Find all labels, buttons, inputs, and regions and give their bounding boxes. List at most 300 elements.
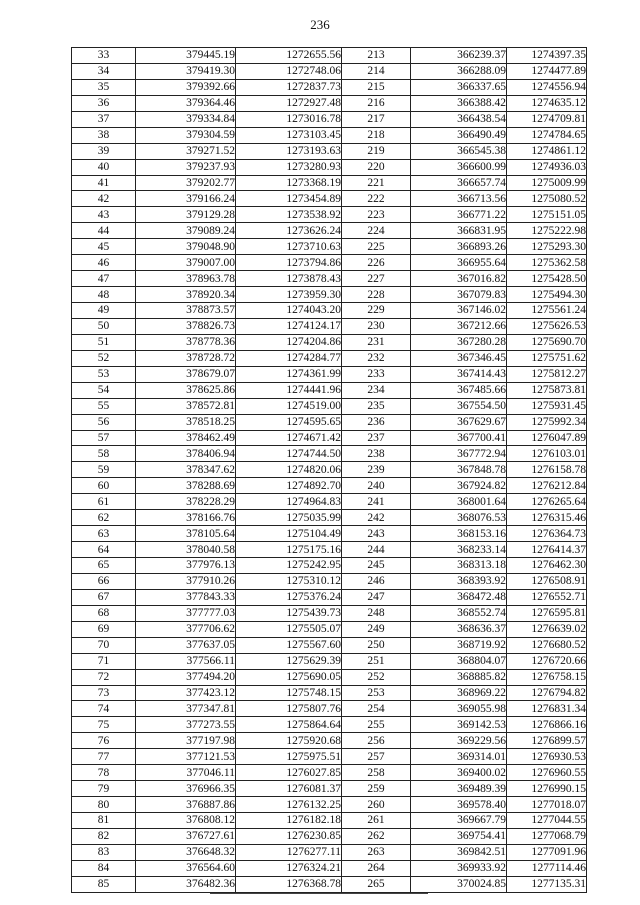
left-point-number-cell: 47 (72, 271, 136, 287)
table-row (72, 255, 587, 271)
table-row (72, 733, 587, 749)
left-x-coordinate-cell: 376482.36 (136, 876, 236, 892)
right-y-coordinate-cell: 1276103.01 (507, 446, 587, 462)
right-x-coordinate-cell: 367280.28 (411, 334, 507, 350)
right-y-coordinate-cell: 1274556.94 (507, 79, 587, 95)
left-x-coordinate-cell: 379419.30 (136, 63, 236, 79)
right-x-coordinate-cell: 368233.14 (411, 542, 507, 558)
left-x-coordinate-cell: 379445.19 (136, 48, 236, 64)
right-x-coordinate-cell: 368393.92 (411, 573, 507, 589)
table-row (72, 478, 587, 494)
right-y-coordinate-cell: 1274397.35 (507, 48, 587, 64)
table-row (72, 271, 587, 287)
left-x-coordinate-cell: 377494.20 (136, 669, 236, 685)
right-y-coordinate-cell: 1277044.55 (507, 813, 587, 829)
right-point-number-cell: 214 (342, 63, 411, 79)
right-x-coordinate-cell: 369142.53 (411, 717, 507, 733)
right-x-coordinate-cell: 368076.53 (411, 510, 507, 526)
left-x-coordinate-cell: 378826.73 (136, 318, 236, 334)
left-y-coordinate-cell: 1275629.39 (236, 653, 342, 669)
right-y-coordinate-cell: 1277135.31 (507, 876, 587, 892)
right-x-coordinate-cell: 368636.37 (411, 621, 507, 637)
left-point-number-cell: 57 (72, 430, 136, 446)
left-x-coordinate-cell: 377706.62 (136, 621, 236, 637)
left-point-number-cell: 80 (72, 797, 136, 813)
left-x-coordinate-cell: 376648.32 (136, 844, 236, 860)
left-x-coordinate-cell: 377423.12 (136, 685, 236, 701)
left-point-number-cell: 55 (72, 398, 136, 414)
right-y-coordinate-cell: 1275151.05 (507, 207, 587, 223)
table-row (72, 111, 587, 127)
right-point-number-cell: 217 (342, 111, 411, 127)
right-point-number-cell: 226 (342, 255, 411, 271)
right-x-coordinate-cell: 367016.82 (411, 271, 507, 287)
right-point-number-cell: 248 (342, 605, 411, 621)
right-point-number-cell: 262 (342, 828, 411, 844)
right-point-number-cell: 224 (342, 223, 411, 239)
right-point-number-cell: 257 (342, 749, 411, 765)
right-y-coordinate-cell: 1275690.70 (507, 334, 587, 350)
right-x-coordinate-cell: 368313.18 (411, 558, 507, 574)
right-x-coordinate-cell: 368153.16 (411, 526, 507, 542)
left-point-number-cell: 45 (72, 239, 136, 255)
left-point-number-cell: 56 (72, 414, 136, 430)
left-x-coordinate-cell: 379048.90 (136, 239, 236, 255)
left-x-coordinate-cell: 377347.81 (136, 701, 236, 717)
left-x-coordinate-cell: 379007.00 (136, 255, 236, 271)
table-row (72, 239, 587, 255)
table-row (72, 828, 587, 844)
left-x-coordinate-cell: 379166.24 (136, 191, 236, 207)
right-x-coordinate-cell: 366600.99 (411, 159, 507, 175)
right-y-coordinate-cell: 1277091.96 (507, 844, 587, 860)
right-point-number-cell: 265 (342, 876, 411, 892)
left-point-number-cell: 60 (72, 478, 136, 494)
table-row (72, 781, 587, 797)
left-x-coordinate-cell: 379237.93 (136, 159, 236, 175)
table-row (72, 48, 587, 64)
right-x-coordinate-cell: 366490.49 (411, 127, 507, 143)
right-point-number-cell: 230 (342, 318, 411, 334)
table-row (72, 414, 587, 430)
left-point-number-cell: 75 (72, 717, 136, 733)
left-point-number-cell: 54 (72, 382, 136, 398)
table-row (72, 350, 587, 366)
table-row (72, 669, 587, 685)
left-point-number-cell: 70 (72, 637, 136, 653)
right-x-coordinate-cell: 367485.66 (411, 382, 507, 398)
left-x-coordinate-cell: 376887.86 (136, 797, 236, 813)
right-x-coordinate-cell: 368719.92 (411, 637, 507, 653)
right-y-coordinate-cell: 1274784.65 (507, 127, 587, 143)
right-x-coordinate-cell: 366438.54 (411, 111, 507, 127)
left-x-coordinate-cell: 378518.25 (136, 414, 236, 430)
right-point-number-cell: 255 (342, 717, 411, 733)
left-x-coordinate-cell: 378920.34 (136, 287, 236, 303)
right-point-number-cell: 220 (342, 159, 411, 175)
left-x-coordinate-cell: 377046.11 (136, 765, 236, 781)
right-x-coordinate-cell: 368969.22 (411, 685, 507, 701)
left-x-coordinate-cell: 377910.26 (136, 573, 236, 589)
left-point-number-cell: 72 (72, 669, 136, 685)
right-point-number-cell: 258 (342, 765, 411, 781)
left-x-coordinate-cell: 379304.59 (136, 127, 236, 143)
table-row (72, 334, 587, 350)
right-x-coordinate-cell: 366831.95 (411, 223, 507, 239)
right-y-coordinate-cell: 1276414.37 (507, 542, 587, 558)
right-x-coordinate-cell: 369933.92 (411, 860, 507, 876)
left-x-coordinate-cell: 378040.58 (136, 542, 236, 558)
left-y-coordinate-cell: 1276027.85 (236, 765, 342, 781)
left-point-number-cell: 66 (72, 573, 136, 589)
left-point-number-cell: 39 (72, 143, 136, 159)
left-y-coordinate-cell: 1274519.00 (236, 398, 342, 414)
left-point-number-cell: 38 (72, 127, 136, 143)
right-x-coordinate-cell: 367554.50 (411, 398, 507, 414)
right-point-number-cell: 249 (342, 621, 411, 637)
right-y-coordinate-cell: 1275751.62 (507, 350, 587, 366)
left-y-coordinate-cell: 1273878.43 (236, 271, 342, 287)
left-x-coordinate-cell: 377273.55 (136, 717, 236, 733)
table-row (72, 175, 587, 191)
table-row (72, 860, 587, 876)
table-row (72, 159, 587, 175)
right-point-number-cell: 218 (342, 127, 411, 143)
left-y-coordinate-cell: 1274964.83 (236, 494, 342, 510)
left-point-number-cell: 37 (72, 111, 136, 127)
left-y-coordinate-cell: 1275748.15 (236, 685, 342, 701)
right-x-coordinate-cell: 369667.79 (411, 813, 507, 829)
right-y-coordinate-cell: 1274861.12 (507, 143, 587, 159)
table-row (72, 653, 587, 669)
left-point-number-cell: 68 (72, 605, 136, 621)
left-x-coordinate-cell: 378625.86 (136, 382, 236, 398)
table-row (72, 191, 587, 207)
table-row (72, 318, 587, 334)
left-point-number-cell: 84 (72, 860, 136, 876)
left-point-number-cell: 64 (72, 542, 136, 558)
left-y-coordinate-cell: 1274204.86 (236, 334, 342, 350)
right-y-coordinate-cell: 1276720.66 (507, 653, 587, 669)
right-y-coordinate-cell: 1275293.30 (507, 239, 587, 255)
right-point-number-cell: 223 (342, 207, 411, 223)
left-y-coordinate-cell: 1273626.24 (236, 223, 342, 239)
right-point-number-cell: 229 (342, 303, 411, 319)
right-y-coordinate-cell: 1277068.79 (507, 828, 587, 844)
table-row (72, 637, 587, 653)
left-x-coordinate-cell: 377121.53 (136, 749, 236, 765)
left-x-coordinate-cell: 377566.11 (136, 653, 236, 669)
table-row (72, 223, 587, 239)
right-point-number-cell: 241 (342, 494, 411, 510)
left-point-number-cell: 83 (72, 844, 136, 860)
left-point-number-cell: 35 (72, 79, 136, 95)
left-y-coordinate-cell: 1275175.16 (236, 542, 342, 558)
left-y-coordinate-cell: 1276277.11 (236, 844, 342, 860)
left-point-number-cell: 74 (72, 701, 136, 717)
table-row (72, 844, 587, 860)
right-x-coordinate-cell: 367772.94 (411, 446, 507, 462)
table-row (72, 573, 587, 589)
right-y-coordinate-cell: 1277114.46 (507, 860, 587, 876)
right-point-number-cell: 237 (342, 430, 411, 446)
right-point-number-cell: 261 (342, 813, 411, 829)
table-row (72, 510, 587, 526)
table-row (72, 749, 587, 765)
right-y-coordinate-cell: 1274477.89 (507, 63, 587, 79)
right-x-coordinate-cell: 368001.64 (411, 494, 507, 510)
left-y-coordinate-cell: 1273016.78 (236, 111, 342, 127)
right-y-coordinate-cell: 1276930.53 (507, 749, 587, 765)
table-row (72, 685, 587, 701)
left-x-coordinate-cell: 379392.66 (136, 79, 236, 95)
left-point-number-cell: 43 (72, 207, 136, 223)
left-y-coordinate-cell: 1275104.49 (236, 526, 342, 542)
left-x-coordinate-cell: 378572.81 (136, 398, 236, 414)
left-y-coordinate-cell: 1274284.77 (236, 350, 342, 366)
left-y-coordinate-cell: 1273538.92 (236, 207, 342, 223)
left-y-coordinate-cell: 1275505.07 (236, 621, 342, 637)
left-y-coordinate-cell: 1274441.96 (236, 382, 342, 398)
right-point-number-cell: 251 (342, 653, 411, 669)
right-x-coordinate-cell: 366657.74 (411, 175, 507, 191)
right-x-coordinate-cell: 369578.40 (411, 797, 507, 813)
right-x-coordinate-cell: 367848.78 (411, 462, 507, 478)
right-point-number-cell: 256 (342, 733, 411, 749)
right-x-coordinate-cell: 366288.09 (411, 63, 507, 79)
table-row (72, 430, 587, 446)
right-x-coordinate-cell: 367146.02 (411, 303, 507, 319)
right-y-coordinate-cell: 1275222.98 (507, 223, 587, 239)
table-row (72, 398, 587, 414)
right-y-coordinate-cell: 1274936.03 (507, 159, 587, 175)
right-y-coordinate-cell: 1276047.89 (507, 430, 587, 446)
table-row (72, 526, 587, 542)
right-point-number-cell: 247 (342, 589, 411, 605)
left-x-coordinate-cell: 377637.05 (136, 637, 236, 653)
table-row (72, 717, 587, 733)
right-point-number-cell: 253 (342, 685, 411, 701)
right-point-number-cell: 228 (342, 287, 411, 303)
right-y-coordinate-cell: 1275009.99 (507, 175, 587, 191)
left-point-number-cell: 76 (72, 733, 136, 749)
right-point-number-cell: 219 (342, 143, 411, 159)
table-row (72, 589, 587, 605)
left-y-coordinate-cell: 1273454.89 (236, 191, 342, 207)
left-x-coordinate-cell: 378406.94 (136, 446, 236, 462)
left-x-coordinate-cell: 378679.07 (136, 366, 236, 382)
right-x-coordinate-cell: 369489.39 (411, 781, 507, 797)
right-point-number-cell: 264 (342, 860, 411, 876)
left-y-coordinate-cell: 1276230.85 (236, 828, 342, 844)
left-x-coordinate-cell: 379089.24 (136, 223, 236, 239)
table-row (72, 382, 587, 398)
right-y-coordinate-cell: 1276990.15 (507, 781, 587, 797)
right-y-coordinate-cell: 1276315.46 (507, 510, 587, 526)
left-point-number-cell: 67 (72, 589, 136, 605)
right-point-number-cell: 243 (342, 526, 411, 542)
right-point-number-cell: 222 (342, 191, 411, 207)
right-point-number-cell: 246 (342, 573, 411, 589)
left-point-number-cell: 85 (72, 876, 136, 892)
right-point-number-cell: 225 (342, 239, 411, 255)
right-x-coordinate-cell: 368885.82 (411, 669, 507, 685)
left-point-number-cell: 62 (72, 510, 136, 526)
right-point-number-cell: 238 (342, 446, 411, 462)
right-point-number-cell: 239 (342, 462, 411, 478)
left-point-number-cell: 78 (72, 765, 136, 781)
left-x-coordinate-cell: 376727.61 (136, 828, 236, 844)
right-point-number-cell: 235 (342, 398, 411, 414)
left-y-coordinate-cell: 1276368.78 (236, 876, 342, 892)
table-row (72, 621, 587, 637)
right-point-number-cell: 259 (342, 781, 411, 797)
right-y-coordinate-cell: 1276758.15 (507, 669, 587, 685)
right-x-coordinate-cell: 366955.64 (411, 255, 507, 271)
coordinates-table-body (72, 48, 587, 893)
left-y-coordinate-cell: 1275035.99 (236, 510, 342, 526)
right-y-coordinate-cell: 1275873.81 (507, 382, 587, 398)
left-x-coordinate-cell: 379364.46 (136, 95, 236, 111)
left-y-coordinate-cell: 1274361.99 (236, 366, 342, 382)
left-point-number-cell: 44 (72, 223, 136, 239)
right-y-coordinate-cell: 1275561.24 (507, 303, 587, 319)
right-point-number-cell: 232 (342, 350, 411, 366)
right-y-coordinate-cell: 1276462.30 (507, 558, 587, 574)
left-x-coordinate-cell: 376564.60 (136, 860, 236, 876)
right-point-number-cell: 252 (342, 669, 411, 685)
left-y-coordinate-cell: 1272927.48 (236, 95, 342, 111)
right-y-coordinate-cell: 1276639.02 (507, 621, 587, 637)
left-y-coordinate-cell: 1273280.93 (236, 159, 342, 175)
left-x-coordinate-cell: 379129.28 (136, 207, 236, 223)
right-x-coordinate-cell: 366713.56 (411, 191, 507, 207)
right-x-coordinate-cell: 367414.43 (411, 366, 507, 382)
right-y-coordinate-cell: 1276794.82 (507, 685, 587, 701)
right-point-number-cell: 233 (342, 366, 411, 382)
left-y-coordinate-cell: 1276081.37 (236, 781, 342, 797)
right-point-number-cell: 221 (342, 175, 411, 191)
left-x-coordinate-cell: 377777.03 (136, 605, 236, 621)
table-row (72, 127, 587, 143)
left-point-number-cell: 40 (72, 159, 136, 175)
left-point-number-cell: 46 (72, 255, 136, 271)
left-x-coordinate-cell: 379202.77 (136, 175, 236, 191)
table-row (72, 813, 587, 829)
right-y-coordinate-cell: 1276158.78 (507, 462, 587, 478)
right-x-coordinate-cell: 366388.42 (411, 95, 507, 111)
left-y-coordinate-cell: 1275376.24 (236, 589, 342, 605)
right-point-number-cell: 231 (342, 334, 411, 350)
right-x-coordinate-cell: 368472.48 (411, 589, 507, 605)
right-point-number-cell: 216 (342, 95, 411, 111)
table-row (72, 63, 587, 79)
left-y-coordinate-cell: 1273710.63 (236, 239, 342, 255)
left-x-coordinate-cell: 378228.29 (136, 494, 236, 510)
right-y-coordinate-cell: 1276866.16 (507, 717, 587, 733)
left-x-coordinate-cell: 376808.12 (136, 813, 236, 829)
right-point-number-cell: 242 (342, 510, 411, 526)
right-x-coordinate-cell: 366337.65 (411, 79, 507, 95)
right-point-number-cell: 213 (342, 48, 411, 64)
left-y-coordinate-cell: 1275920.68 (236, 733, 342, 749)
right-x-coordinate-cell: 366893.26 (411, 239, 507, 255)
right-y-coordinate-cell: 1276595.81 (507, 605, 587, 621)
right-x-coordinate-cell: 369842.51 (411, 844, 507, 860)
left-x-coordinate-cell: 378778.36 (136, 334, 236, 350)
right-point-number-cell: 245 (342, 558, 411, 574)
right-x-coordinate-cell: 368804.07 (411, 653, 507, 669)
left-y-coordinate-cell: 1273103.45 (236, 127, 342, 143)
right-x-coordinate-cell: 369754.41 (411, 828, 507, 844)
right-point-number-cell: 227 (342, 271, 411, 287)
left-y-coordinate-cell: 1275439.73 (236, 605, 342, 621)
table-row (72, 462, 587, 478)
left-point-number-cell: 81 (72, 813, 136, 829)
left-y-coordinate-cell: 1273794.86 (236, 255, 342, 271)
left-x-coordinate-cell: 378166.76 (136, 510, 236, 526)
right-x-coordinate-cell: 367346.45 (411, 350, 507, 366)
table-row (72, 95, 587, 111)
left-x-coordinate-cell: 377843.33 (136, 589, 236, 605)
left-y-coordinate-cell: 1275975.51 (236, 749, 342, 765)
right-x-coordinate-cell: 368552.74 (411, 605, 507, 621)
left-point-number-cell: 77 (72, 749, 136, 765)
left-point-number-cell: 82 (72, 828, 136, 844)
right-point-number-cell: 240 (342, 478, 411, 494)
left-x-coordinate-cell: 379271.52 (136, 143, 236, 159)
right-point-number-cell: 236 (342, 414, 411, 430)
right-y-coordinate-cell: 1276831.34 (507, 701, 587, 717)
right-y-coordinate-cell: 1276680.52 (507, 637, 587, 653)
left-point-number-cell: 48 (72, 287, 136, 303)
left-x-coordinate-cell: 377197.98 (136, 733, 236, 749)
right-y-coordinate-cell: 1276899.57 (507, 733, 587, 749)
left-x-coordinate-cell: 377976.13 (136, 558, 236, 574)
left-point-number-cell: 34 (72, 63, 136, 79)
right-x-coordinate-cell: 369055.98 (411, 701, 507, 717)
left-point-number-cell: 69 (72, 621, 136, 637)
left-point-number-cell: 53 (72, 366, 136, 382)
table-row (72, 797, 587, 813)
right-x-coordinate-cell: 367629.67 (411, 414, 507, 430)
right-y-coordinate-cell: 1275494.30 (507, 287, 587, 303)
left-x-coordinate-cell: 376966.35 (136, 781, 236, 797)
left-point-number-cell: 42 (72, 191, 136, 207)
table-row (72, 287, 587, 303)
left-point-number-cell: 61 (72, 494, 136, 510)
left-y-coordinate-cell: 1276132.25 (236, 797, 342, 813)
left-y-coordinate-cell: 1274744.50 (236, 446, 342, 462)
left-y-coordinate-cell: 1275310.12 (236, 573, 342, 589)
left-y-coordinate-cell: 1274043.20 (236, 303, 342, 319)
table-row (72, 765, 587, 781)
left-y-coordinate-cell: 1276182.18 (236, 813, 342, 829)
left-y-coordinate-cell: 1273368.19 (236, 175, 342, 191)
page-number: 236 (310, 17, 330, 32)
left-y-coordinate-cell: 1275567.60 (236, 637, 342, 653)
left-y-coordinate-cell: 1272837.73 (236, 79, 342, 95)
right-point-number-cell: 234 (342, 382, 411, 398)
coordinates-table (71, 47, 587, 893)
left-x-coordinate-cell: 378288.69 (136, 478, 236, 494)
left-point-number-cell: 51 (72, 334, 136, 350)
left-x-coordinate-cell: 378347.62 (136, 462, 236, 478)
left-x-coordinate-cell: 379334.84 (136, 111, 236, 127)
left-y-coordinate-cell: 1275690.05 (236, 669, 342, 685)
right-x-coordinate-cell: 369400.02 (411, 765, 507, 781)
left-y-coordinate-cell: 1272748.06 (236, 63, 342, 79)
